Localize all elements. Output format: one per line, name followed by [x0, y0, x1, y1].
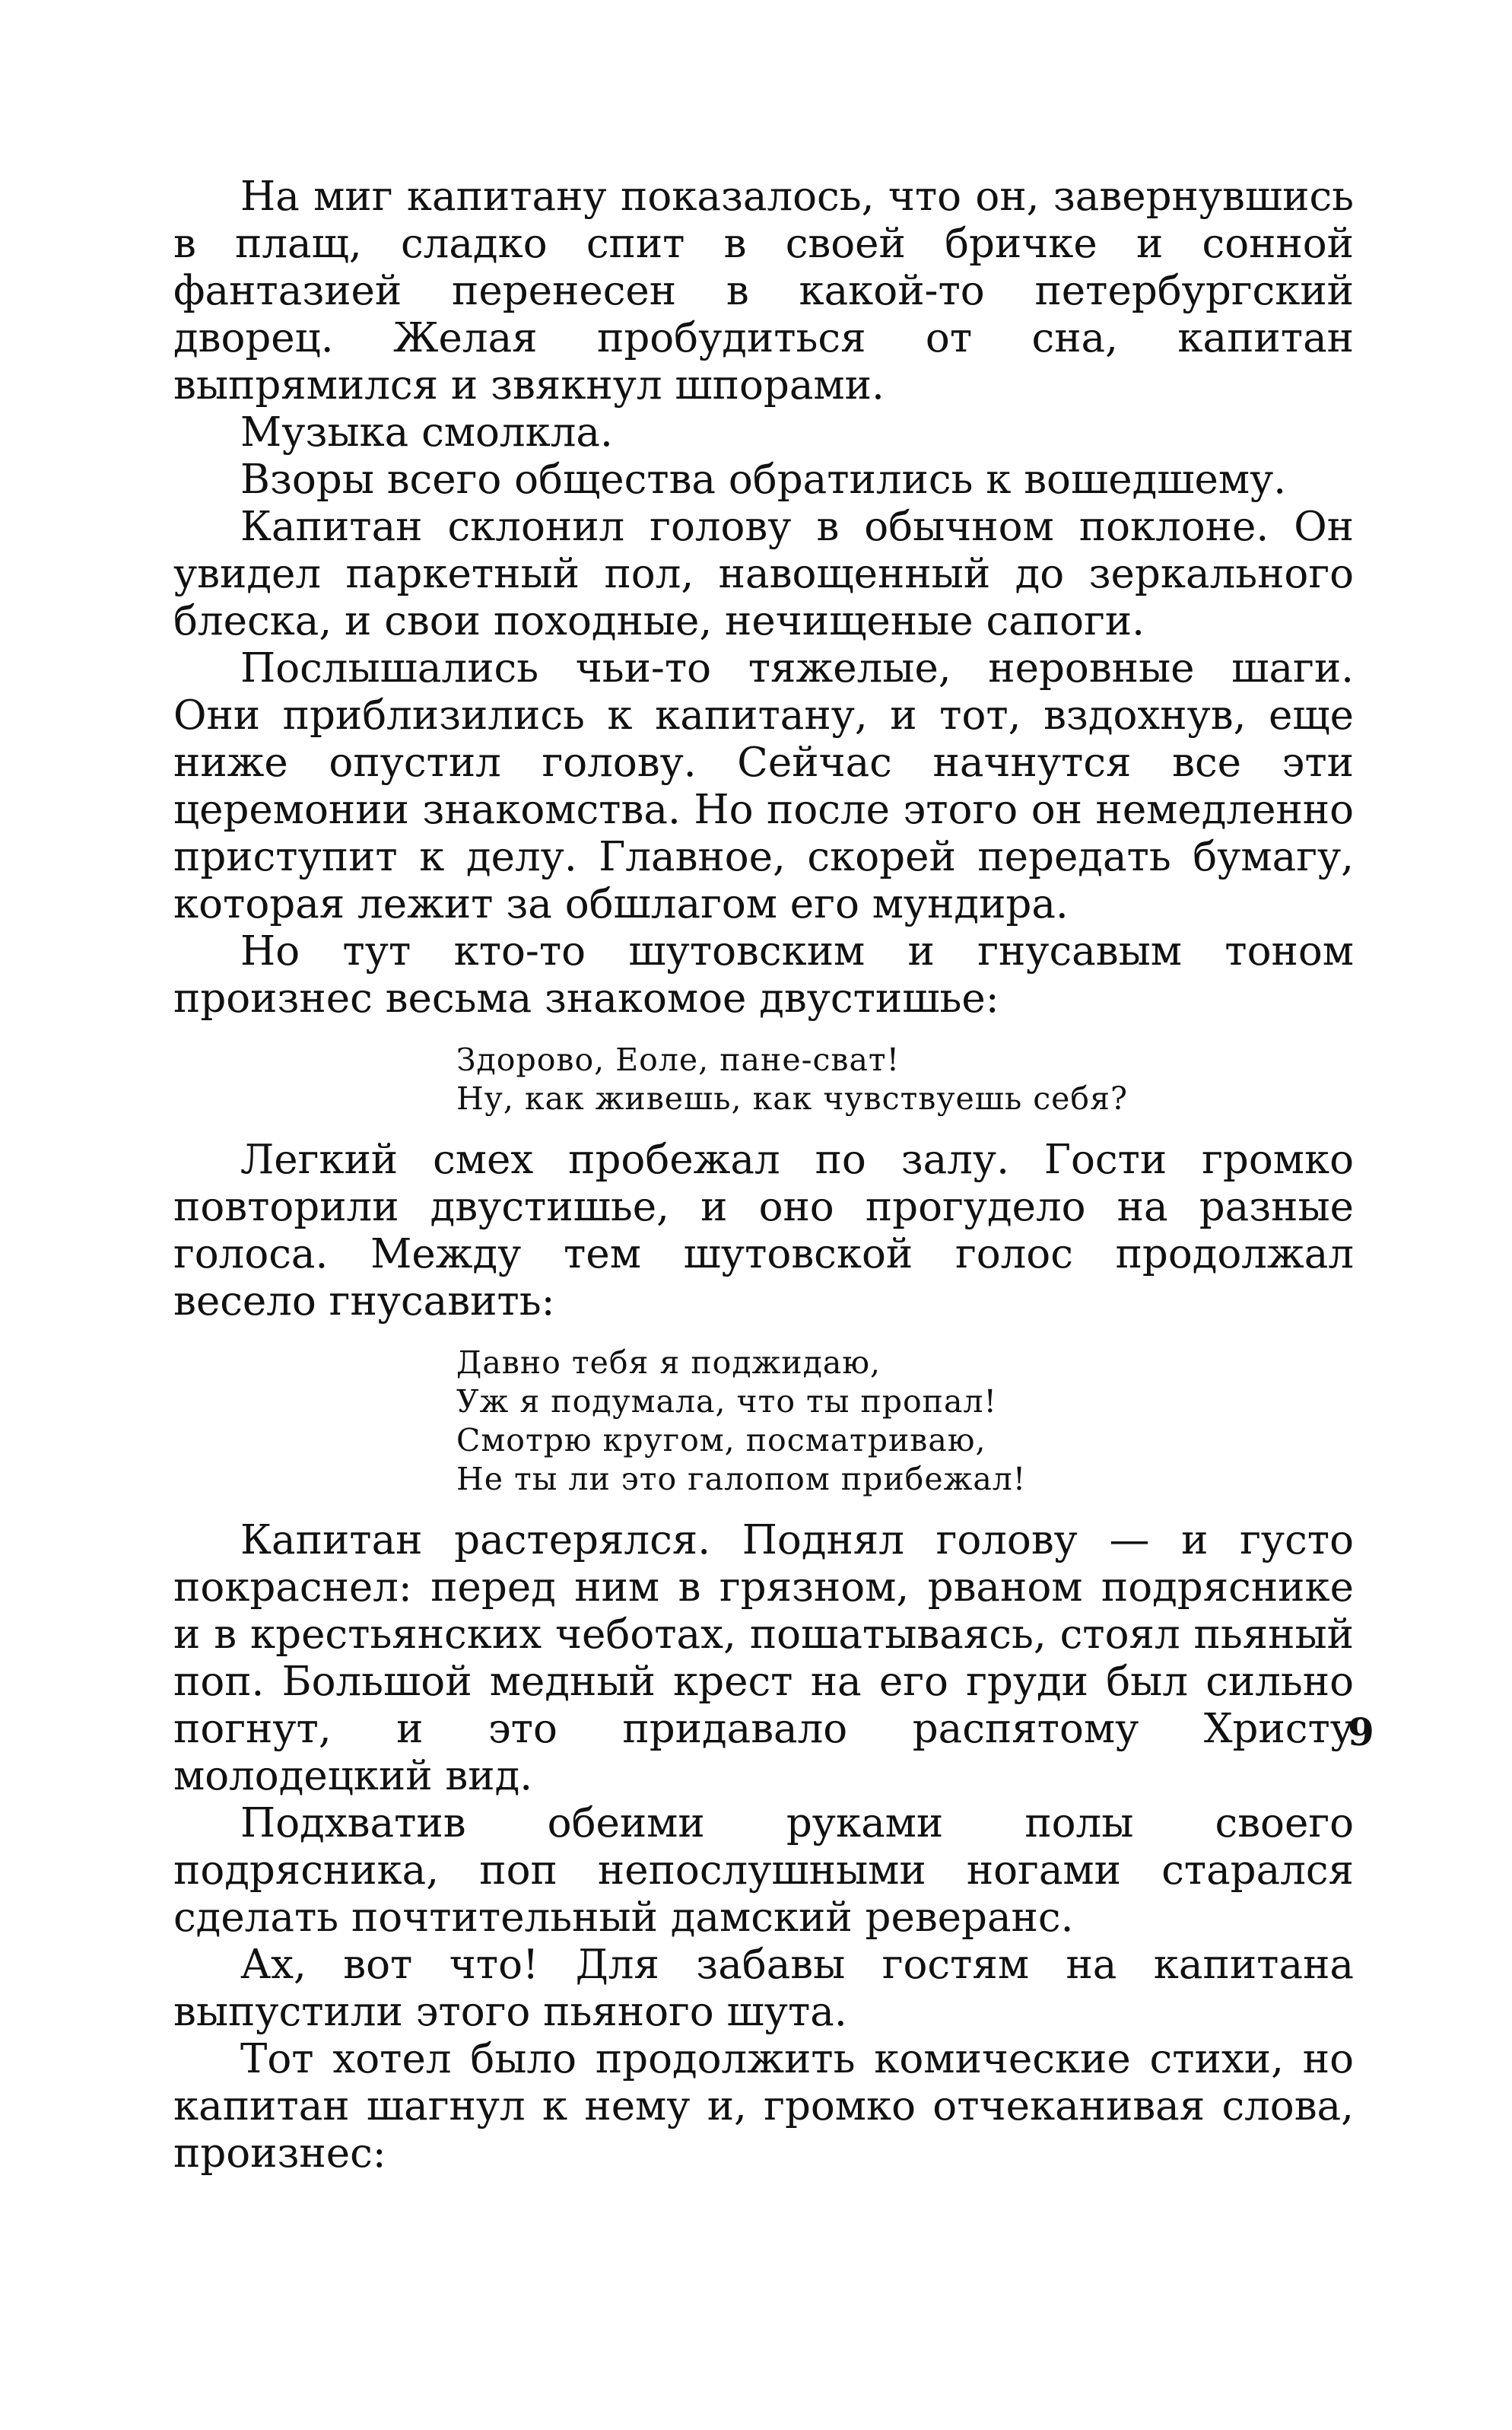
paragraph: Тот хотел было продолжить комические стихи, но капитан шагнул к нему и, громко отчеканивая слова, произнес:	[173, 2036, 1354, 2177]
page-number: 9	[1348, 1710, 1374, 1754]
verse-line: Уж я подумала, что ты пропал!	[456, 1383, 997, 1420]
verse-block-2	[456, 1344, 1354, 1499]
verse-line: Смотрю кругом, посматриваю,	[456, 1422, 986, 1458]
paragraph: На миг капитану показалось, что он, завернувшись в плащ, сладко спит в своей бричке и сонной фантазией перенесен в какой-то петербургский дворец. Желая пробудиться от сна, капитан выпрямился и звякнул шпорами.	[173, 173, 1354, 409]
verse-line: Не ты ли это галопом прибежал!	[456, 1461, 1027, 1497]
verse-line: Здорово, Еоле, пане-сват!	[456, 1042, 901, 1078]
verse-block-1	[456, 1041, 1354, 1118]
paragraph: Капитан склонил голову в обычном поклоне. Он увидел паркетный пол, навощенный до зеркального блеска, и свои походные, нечищеные сапоги.	[173, 504, 1354, 644]
paragraph: Но тут кто-то шутовским и гнусавым тоном произнес весьма знакомое двустишье:	[173, 928, 1354, 1022]
paragraph: Ах, вот что! Для забавы гостям на капитана выпустили этого пьяного шута.	[173, 1942, 1354, 2035]
paragraph: Музыка смолкла.	[240, 409, 613, 456]
paragraph: Подхватив обеими руками полы своего подрясника, поп непослушными ногами старался сделать почтительный дамский реверанс.	[173, 1800, 1354, 1941]
book-page	[173, 173, 1354, 2177]
verse-line: Давно тебя я поджидаю,	[456, 1344, 881, 1381]
paragraph: Капитан растерялся. Поднял голову — и густо покраснел: перед ним в грязном, рваном подряснике и в крестьянских чеботах, пошатываясь, стоял пьяный поп. Большой медный крест на его груди был сильно погнут, и это придавало распятому Христу молодецкий вид.	[173, 1517, 1354, 1799]
paragraph: Взоры всего общества обратились к вошедшему.	[240, 456, 1287, 503]
paragraph: Послышались чьи-то тяжелые, неровные шаги. Они приблизились к капитану, и тот, вздохнув, еще ниже опустил голову. Сейчас начнутся все эти церемонии знакомства. Но после этого он немедленно приступит к делу. Главное, скорей передать бумагу, которая лежит за обшлагом его мундира.	[173, 645, 1354, 927]
paragraph: Легкий смех пробежал по залу. Гости громко повторили двустишье, и оно прогудело на разные голоса. Между тем шутовской голос продолжал весело гнусавить:	[173, 1137, 1354, 1325]
verse-line: Ну, как живешь, как чувствуешь себя?	[456, 1080, 1128, 1117]
